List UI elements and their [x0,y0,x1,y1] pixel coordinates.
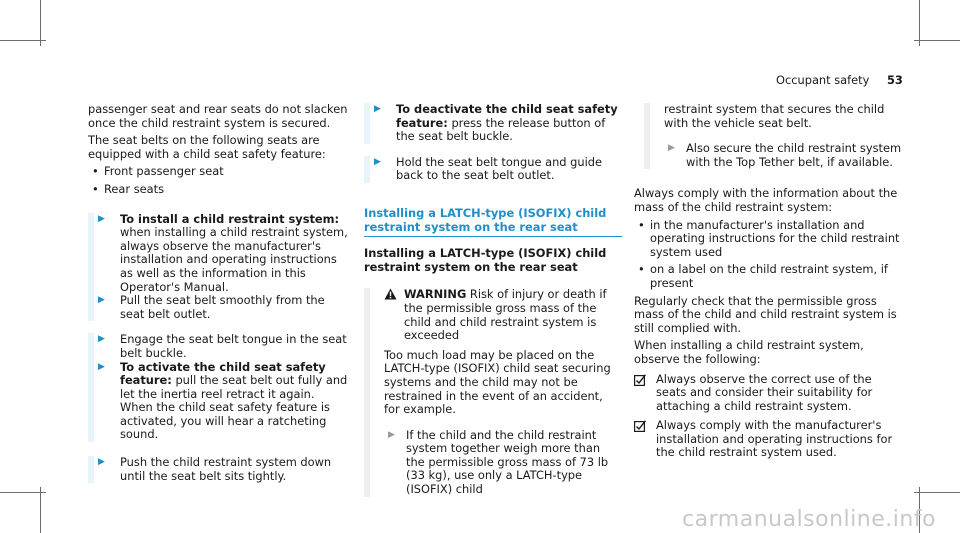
list-item: • Rear seats [88,183,350,197]
warning-step [384,429,622,497]
page-number: 53 [887,73,903,87]
step-item: ▶ To activate the child seat safety feature: pull the seat belt out fully and let the inertia reel retract it again. When the child seat safety feature is activated, you will hear a ratcheting sound. [88,361,350,443]
column-2 [364,103,622,497]
checklist-text: Always comply with the manufacturer's installation and operating instructions for the child restraint system used. [656,418,893,460]
step-bar [364,156,370,183]
step-lead: To install a child restraint system: [120,211,340,226]
step-bar [364,103,370,144]
step-arrow-icon: ▶ [98,361,105,372]
step-text: Hold the seat belt tongue and guide back to the seat belt outlet. [396,154,602,183]
warning-step [664,142,904,169]
crop-mark [0,40,46,41]
step-text: Engage the seat belt tongue in the seat belt buckle. [120,332,347,360]
step-lead: To deactivate the child seat safety feature: [396,102,618,130]
crop-mark [40,487,41,533]
paragraph: passenger seat and rear seats do not slacken once the child restraint system is secured. [88,102,348,130]
warning-header: WARNING Risk of injury or death if the permissible gross mass of the child and child restraint system is exceeded [384,288,622,342]
warning-label: WARNING [404,287,467,302]
step-text: Push the child restraint system down until the seat belt sits tightly. [120,455,332,483]
step-item: ▶ To install a child restraint system: when installing a child restraint system, always observe the manufacturer's installation and operating instructions as well as the information in this Operator's Manual. [88,213,350,295]
step-item [88,294,350,321]
column-1 [88,103,350,483]
step-arrow-icon: ▶ [374,156,381,167]
step-arrow-icon: ▶ [388,429,395,440]
paragraph: When installing a child restraint system, observe the following: [634,338,864,366]
step-bar [88,361,94,443]
step-arrow-icon: ▶ [98,334,105,345]
paragraph: Always comply with the information about the mass of the child restraint system: [634,186,898,214]
step-bar [88,456,94,483]
checklist-item [634,419,904,460]
checklist-item [634,373,904,414]
step-text: Pull the seat belt smoothly from the seat belt outlet. [120,293,325,321]
crop-mark [914,40,960,41]
warning-box [364,288,622,496]
step-item: ▶ To deactivate the child seat safety feature: press the release button of the seat belt buckle. [364,103,622,144]
step-item [364,156,622,183]
step-item [88,333,350,360]
paragraph: restraint system that secures the child with the vehicle seat belt. [664,102,885,130]
list-item: • in the manufacturer's installation and operating instructions for the child restraint system used [634,219,904,260]
running-header [776,74,903,88]
warning-box-continued [644,103,904,169]
warning-body: Too much load may be placed on the LATCH-type (ISOFIX) child seat securing systems and the child may not be restrained in the event of an accident, for example. [384,347,611,417]
step-arrow-icon: ▶ [98,457,105,468]
step-note: When the child seat safety feature is activated, you will hear a ratcheting sound. [120,400,330,442]
step-arrow-icon: ▶ [668,143,675,154]
checkbox-tick-icon [634,420,646,432]
checklist-text: Always observe the correct use of the seats and consider their suitability for attaching a child restraint system. [656,371,873,413]
warning-bar [364,288,370,496]
step-bar [88,213,94,295]
step-lead: To activate the child seat safety feature: [120,359,326,388]
paragraph: The seat belts on the following seats are equipped with a child seat safety feature: [88,133,326,161]
section-rule [364,236,622,237]
step-bar [88,333,94,360]
step-arrow-icon: ▶ [374,104,381,114]
watermark: carmanualsonline.info [682,507,936,533]
chapter-title: Occupant safety [776,73,870,87]
step-text: If the child and the child restraint system together weigh more than the permissible gross mass of 73 lb (33 kg), use only a LATCH-type (ISOFIX) child [406,427,609,497]
crop-mark [914,492,960,493]
step-text: Also secure the child restraint system with the Top Tether belt, if available. [686,141,902,169]
step-arrow-icon: ▶ [98,213,105,224]
list-item: • on a label on the child restraint system, if present [634,263,904,290]
list-item: • Front passenger seat [88,165,350,179]
crop-mark [0,492,46,493]
warning-bar [644,103,650,169]
warning-triangle-icon [384,288,397,300]
step-bar [88,294,94,321]
subheading: Installing a LATCH-type (ISOFIX) child restraint system on the rear seat [364,246,607,274]
step-arrow-icon: ▶ [98,295,105,306]
step-item [88,456,350,483]
section-title: Installing a LATCH-type (ISOFIX) child restraint system on the rear seat [364,205,607,234]
checkbox-tick-icon [634,374,646,386]
paragraph: Regularly check that the permissible gross mass of the child and child restraint system is still complied with. [634,293,897,335]
column-3 [634,102,904,460]
